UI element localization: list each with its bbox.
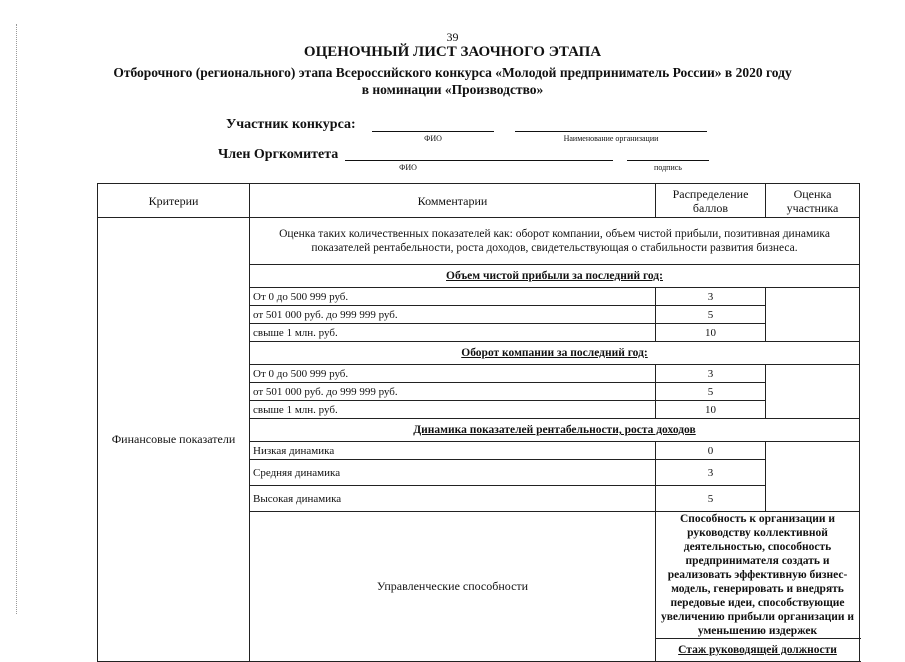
signature-caption: подпись (654, 163, 682, 172)
option-label: От 0 до 500 999 руб. (250, 288, 656, 306)
criteria-management: Управленческие способности (250, 512, 656, 662)
header-distribution: Распределение баллов (656, 184, 766, 218)
option-points: 10 (656, 401, 766, 419)
header-comments: Комментарии (250, 184, 656, 218)
section-title: Оборот компании за последний год: (250, 342, 860, 365)
subtitle-line-2: в номинации «Производство» (361, 82, 544, 97)
org-caption: Наименование организации (563, 134, 659, 143)
option-points: 5 (656, 486, 766, 512)
committee-signature-line[interactable] (627, 146, 709, 161)
option-label: Средняя динамика (250, 460, 656, 486)
document-title: ОЦЕНОЧНЫЙ ЛИСТ ЗАОЧНОГО ЭТАПА (303, 44, 602, 60)
option-points: 3 (656, 460, 766, 486)
option-label: свыше 1 млн. руб. (250, 401, 656, 419)
participant-org-line[interactable] (515, 117, 707, 132)
page-number: 39 (446, 30, 459, 44)
evaluation-table (97, 183, 860, 662)
table-header-row (98, 184, 860, 218)
subtitle-line-1: Отборочного (регионального) этапа Всероссийского конкурса «Молодой предприниматель России» в 2020 году (113, 65, 792, 80)
committee-fio-line[interactable] (345, 146, 613, 161)
fio-caption-2: ФИО (399, 163, 417, 172)
financial-description: Оценка таких количественных показателей как: оборот компании, объем чистой прибыли, позитивная динамика показателей рентабельности, роста доходов, свидетельствующая о стабильности развития бизнеса. (250, 218, 860, 265)
document-subtitle (0, 64, 905, 98)
score-cell[interactable] (766, 365, 860, 419)
section-title: Стаж руководящей должности (656, 639, 860, 662)
participant-fio-line[interactable] (372, 117, 494, 132)
scan-edge-mark (16, 24, 18, 614)
participant-label: Участник конкурса: (226, 117, 356, 132)
fio-caption: ФИО (424, 134, 442, 143)
option-label: свыше 1 млн. руб. (250, 324, 656, 342)
header-score: Оценка участника (766, 184, 860, 218)
option-points: 5 (656, 306, 766, 324)
committee-label: Член Оргкомитета (218, 147, 339, 162)
section-title: Динамика показателей рентабельности, роста доходов (250, 419, 860, 442)
option-label: От 0 до 500 999 руб. (250, 365, 656, 383)
criteria-financial: Финансовые показатели (98, 218, 250, 662)
option-label: от 501 000 руб. до 999 999 руб. (250, 306, 656, 324)
option-label: от 501 000 руб. до 999 999 руб. (250, 383, 656, 401)
score-cell[interactable] (766, 442, 860, 512)
management-description: Способность к организации и руководству коллективной деятельностью, способность предпринимателя создать и реализовать эффективную бизнес-модель, генерировать и внедрять передовые идеи, способствующие увеличению прибыли организации и уменьшению издержек (656, 512, 860, 639)
option-points: 0 (656, 442, 766, 460)
option-points: 10 (656, 324, 766, 342)
option-points: 3 (656, 365, 766, 383)
option-label: Высокая динамика (250, 486, 656, 512)
option-points: 5 (656, 383, 766, 401)
option-label: Низкая динамика (250, 442, 656, 460)
section-title: Объем чистой прибыли за последний год: (250, 265, 860, 288)
option-points: 3 (656, 288, 766, 306)
score-cell[interactable] (766, 288, 860, 342)
header-criteria: Критерии (98, 184, 250, 218)
